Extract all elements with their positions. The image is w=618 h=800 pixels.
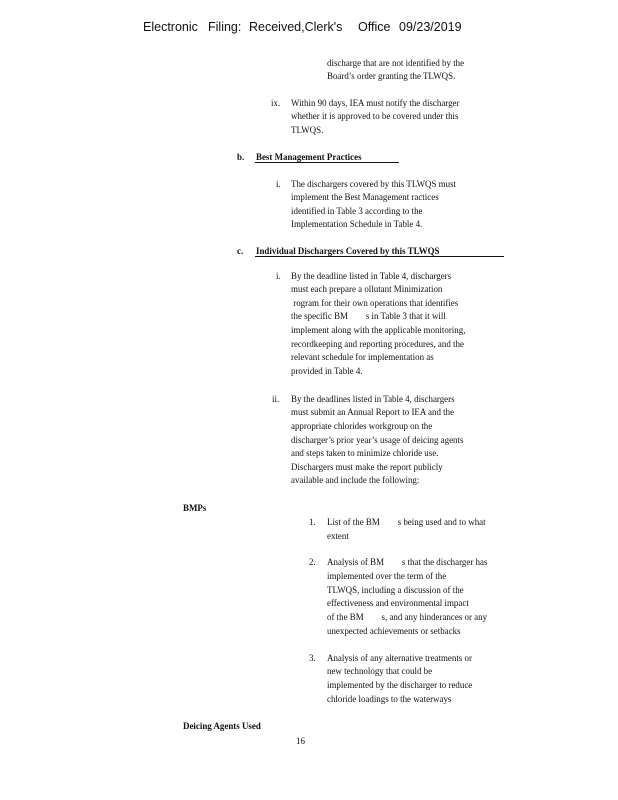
text-line: rogram for their own operations that identifies [291, 298, 459, 309]
text-line: List of the BM s being used and to what [327, 517, 486, 528]
text-line: available and include the following: [291, 475, 420, 486]
text-line: provided in Table 4. [291, 366, 363, 377]
text-line: Dischargers must make the report publicly [291, 462, 443, 473]
section-label-b: b. [237, 152, 245, 163]
text-line: whether it is approved to be covered under this [291, 111, 459, 122]
section-heading-bmp: Best Management Practices [256, 152, 362, 163]
header-filing: Filing: [208, 20, 242, 34]
text-line: TLWQS, including a discussion of the [327, 585, 464, 596]
text-line: implement the Best Management ractices [291, 192, 439, 203]
text-line: discharge that are not identified by the [327, 58, 465, 69]
text-line: implement along with the applicable monitoring, [291, 325, 466, 336]
header-electronic: Electronic [143, 20, 198, 34]
text-line: discharger’s prior year’s usage of deicing agents [291, 435, 464, 446]
list-number-i: i. [276, 271, 281, 282]
text-line: new technology that could be [327, 666, 433, 677]
text-line: implemented by the discharger to reduce [327, 680, 473, 691]
page-number: 16 [296, 736, 305, 747]
text-line: The dischargers covered by this TLWQS must [291, 179, 457, 190]
heading-underline [255, 162, 399, 163]
text-line: By the deadline listed in Table 4, dischargers [291, 271, 452, 282]
heading-underline [255, 256, 504, 257]
header-received: Received,Clerk's [249, 20, 343, 34]
text-line: and steps taken to minimize chloride use. [291, 448, 439, 459]
list-number-ix: ix. [271, 98, 281, 109]
list-number-2: 2. [309, 557, 316, 568]
text-line: of the BM s, and any hinderances or any [327, 612, 488, 623]
text-line: recordkeeping and reporting procedures, and the [291, 339, 464, 350]
text-line: must submit an Annual Report to IEA and the [291, 407, 455, 418]
text-line: By the deadlines listed in Table 4, dischargers [291, 394, 455, 405]
text-line: extent [327, 531, 349, 542]
side-heading-bmps: BMPs [183, 503, 207, 514]
text-line: effectiveness and environmental impact [327, 598, 469, 609]
text-line: Analysis of BM s that the discharger has [327, 557, 488, 568]
text-line: Implementation Schedule in Table 4. [291, 219, 423, 230]
list-number-i: i. [276, 179, 281, 190]
section-label-c: c. [237, 246, 244, 257]
text-line: relevant schedule for implementation as [291, 352, 434, 363]
text-line: TLWQS. [291, 125, 324, 136]
text-line: appropriate chlorides workgroup on the [291, 421, 433, 432]
header-office: Office [358, 20, 391, 34]
text-line: must each prepare a ollutant Minimization [291, 284, 443, 295]
section-heading-individual: Individual Dischargers Covered by this TLWQS [256, 246, 440, 257]
list-number-ii: ii. [272, 394, 280, 405]
text-line: chloride loadings to the waterways [327, 694, 452, 705]
list-number-1: 1. [309, 517, 316, 528]
text-line: Analysis of any alternative treatments or [327, 653, 472, 664]
text-line: identified in Table 3 according to the [291, 206, 423, 217]
side-heading-deicing: Deicing Agents Used [183, 721, 261, 732]
header-date: 09/23/2019 [399, 20, 462, 34]
text-line: Board’s order granting the TLWQS. [327, 71, 456, 82]
text-line: unexpected achievements or setbacks [327, 626, 461, 637]
text-line: Within 90 days, IEA must notify the discharger [291, 98, 460, 109]
text-line: the specific BM s in Table 3 that it will [291, 311, 446, 322]
list-number-3: 3. [309, 653, 316, 664]
text-line: implemented over the term of the [327, 571, 447, 582]
